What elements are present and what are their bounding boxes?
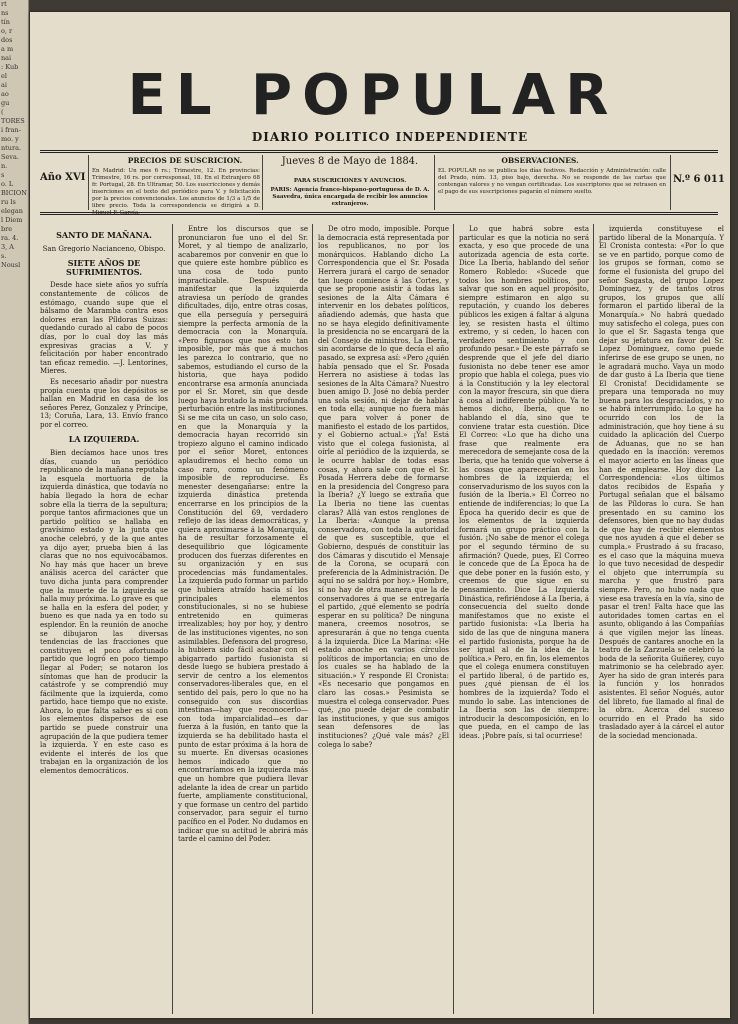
edge-fragment: TORES <box>1 117 25 125</box>
edge-fragment: ra. 4. <box>1 234 19 242</box>
edge-fragment: dos <box>1 36 13 44</box>
column-4 <box>459 225 589 1015</box>
edge-fragment: ru ls <box>1 198 16 206</box>
edge-fragment: s <box>1 171 5 179</box>
header-divider-4 <box>670 155 671 210</box>
header-divider-2 <box>262 155 263 210</box>
adjacent-page-edge <box>0 0 29 1024</box>
santo-text: San Gregorio Nacianceno, Obispo. <box>42 244 166 253</box>
edge-fragment: : Kub <box>1 63 19 71</box>
header-rule-bottom <box>40 212 718 213</box>
column-1 <box>40 225 168 1015</box>
edge-fragment: ai <box>1 81 7 89</box>
issue-date: Jueves 8 de Mayo de 1884. <box>281 156 419 167</box>
masthead-subtitle: DIARIO POLITICO INDEPENDIENTE <box>251 130 529 144</box>
siete-heading: SIETE AÑOS DE SUFRIMIENTOS. <box>65 258 143 277</box>
edge-fragment: Nousl <box>1 261 21 269</box>
edge-fragment: el <box>1 72 7 80</box>
column-3-text: De otro modo, imposible. Porque la democracia está representada por los republicanos, no por los monárquicos. Hablando dicho La Correspondencia que el Sr. Posada Herrera jurará el cargo de senador tan luego comience á las Cortes, y que se propone asistir á todas las sesiones de la Alta Cámara é intervenir en los debates políticos, añadiendo además, que hasta que no se haya elegido definitivamente la presidencia no se encargará de la del Consejo de ministros, La Iberia, sin acordarse de lo que decía el año pasado, se expresa así: «Pero ¿quién había pensado que el Sr. Posada Herrera no asistiese á todas las sesiones de la Alta Cámara? Nuestro buen amigo D. José no debía perder una sola sesión, ni dejar de hablar en toda ella; aunque no fuera más que para volver á poner de manifiesto el estado de los partidos, y el Gobierno actual.» ¡Ya! Está visto que el colega fusionista, al oírle al periódico de la izquierda, se le ocurre hablar de todas esas cosas, y ahora sale con que el Sr. Posada Herrera debe de formarse en la presidencia del Congreso para la Iberia? ¿Y luego se extraña que La Iberia no tiene las cuentas claras? Allá van estos renglones de La Iberia: «Aunque la prensa conservadora, con toda la autoridad de que es susceptible, que el Gobierno, después de constituir las dos Cámaras y discutido el Mensaje de la Corona, se ocupará con preferencia de la Administración. De aquí no se saldrá por hoy.» Hombre, sí no hay de otra manera que la de conservadores á que se entregaría el partido, ¿qué elemento se podría esperar en su política? De ninguna manera, creemos nosotros, se apresurarán á que no tenga cuenta á la izquierda. Dice La Marina: «He estado anoche en varios círculos políticos de importancia; en uno de los cuales se ha hablado de la situación.» Y responde El Cronista: «Es necesario que pongamos en claro las cosas.» Pesimista se muestra el colega conservador. Pues qué, ¿no puede dejar de combatir las instituciones, y que sus amigos sean defensores de las instituciones? ¿Qué vale más? ¿El colega lo sabe? <box>318 225 449 749</box>
column-rule-2 <box>312 224 313 1014</box>
edge-fragment: l Diem <box>1 216 23 224</box>
edge-fragment: ntura. <box>1 144 22 152</box>
precios-text: En Madrid: Un mes 6 rs.; Trimestre, 12. En provincias: Trimestre, 16 rs. por corresponsal, 18. En el Extranjero 68 fr. Portugal, 28. En Ultramar, 50. Los suscricciones y demás inserciones en el texto del periódico para V. y felicitación por la precios convencionales. Los anuncios de 1/3 a 1/5 de libre precio. Toda la correspondencia se dirigirá a D. Miguel F. García. <box>92 168 260 216</box>
edge-fragment: ( <box>1 108 4 116</box>
observaciones-text: EL POPULAR no se publica los días festivos. Redacción y Administración: calle del Prado, núm. 13, piso bajo, derecha. No se responde de las cartas que contengan valores y no vengan certificadas. Los suscriptores que se retrasen en el pago de sus suscripciones pagarán el número suelto. <box>438 168 666 195</box>
edge-fragment: mo. y <box>1 135 19 143</box>
column-2 <box>178 225 308 1015</box>
edge-fragment: n. <box>1 162 8 170</box>
depositos-text: Es necesario añadir por nuestra propia cuenta que los depósitos se hallan en Madrid en casa de los señores Perez, Gonzalez y Príncipe, 13; Coruña, Lara, 13. Envío franco por el correo. <box>40 377 168 429</box>
edge-fragment: ns <box>1 9 9 17</box>
header-divider-1 <box>88 155 89 210</box>
siete-text: Desde hace siete años yo sufría constantemente de cólicos de estómago, cuando supe que el bálsamo de Maramba contra esos dolores eran las Píldoras Suizas: quedando curado al cabo de pocos días, por lo cual doy las más expresivas gracias a V. y felicitación por haber encontrado tan eficaz remedio. —J. Lentorines, Mieres. <box>40 281 168 376</box>
edge-fragment: o. L <box>1 180 14 188</box>
edge-fragment: 3, A <box>1 243 14 251</box>
edge-fragment: ao <box>1 90 9 98</box>
edge-fragment: elegan <box>1 207 23 215</box>
suscripciones-label: PARA SUSCRICIONES Y ANUNCIOS. <box>293 178 407 184</box>
header-rule-top-2 <box>40 152 718 153</box>
edge-fragment: nai <box>1 54 12 62</box>
column-5 <box>599 225 724 1015</box>
issue-number: N.º 6 011 <box>673 174 725 185</box>
header-rule-bottom-2 <box>40 214 718 215</box>
precios-label: PRECIOS DE SUSCRICION. <box>127 156 243 165</box>
column-4-text: Lo que habrá sobre esta particular es que la noticia no será exacta, y eso que procede de una autorizada agencia de esta corte. Dice La Iberia, hablando del señor Romero Robledo: «Sucede que todos los hombres políticos, por salvar que son en aquel propósito, siempre estimaron en algo su reputación, y cuando los deberes públicos les exigen á faltar á alguna ley, se resisten hasta el último extremo, y si ceden, lo hacen con verdadero sentimiento y con profundo pesar.» De este párrafo se desprende que el jefe del diario fusionista no debe tener ese amor propio que habla el colega, pues vio á la Constitución y la ley electoral con la mayor frescura, sin que diera á cosa al indiferente público. Ya te hemos dicho, Iberia, que no hablando el día, sino que te conviene tratar esta cuestión. Dice El Correo: «Lo que ha dicho una frase que realmente era merecedora de semejante cosa de la Iberia, que ha tenido que volverse á las cosas que aparecerían en los hombres de la izquierda; el conservadurismo de los suyos con la fusión de la Iberia.» El Correo no entiende de indiferencias; lo que La Época ha querido decir es que de los elementos de la izquierda formará un grupo práctico con la fusión. ¡No sabe de menor el colega por el segundo término de su afirmación? Quede, pues, El Correo le concede que de La Época ha de que debe poner en la fusión esto, y creemos de que sigue en su pensamiento. Dice La Izquierda Dinástica, refiriéndose á La Iberia, á consecuencia del suelto donde manifestamos que no existe el partido fusionista: «La Iberia ha sido de las que de ninguna manera el partido fusionista, porque ha de ser igual al de la idea de la política.» Pero, en fin, los elementos que el colega enumera constituyen el partido liberal, ó de partido es, pues ¿qué piensan de él los hombres de la izquierda? Todo el mundo lo sabe. Las intenciones de La Iberia son las de siempre: introducir la descomposición, en lo que pueda, en el campo de las ideas. ¡Pobre país, si tal ocurriese! <box>459 225 589 741</box>
header-divider-3 <box>434 155 435 210</box>
column-rule-4 <box>593 224 594 1014</box>
newspaper-page <box>30 12 730 1018</box>
year-label: Año XVI <box>40 172 86 183</box>
izquierda-heading: LA IZQUIERDA. <box>68 434 140 445</box>
header-rule-top <box>40 150 718 151</box>
edge-fragment: a m <box>1 45 14 53</box>
edge-fragment: gu <box>1 99 10 107</box>
edge-fragment: bre <box>1 225 13 233</box>
masthead-title: EL POPULAR <box>108 66 638 126</box>
edge-fragment: i fran- <box>1 126 21 134</box>
edge-fragment: Seva. <box>1 153 19 161</box>
column-2-text: Entre los discursos que se pronunciaron fue uno el del Sr. Moret, y al tiempo de analizarlo, acabaremos por convenir en que lo que quiere este hombre público es una cosa de todo punto impracticable. Después de manifestar que la izquierda atraviesa un período de grandes dificultades, dijo, entre otras cosas, que ella perseguía y perseguirá siempre la perfecta armonía de la democracia con la Monarquía. «Pero figuraos que nos esto tan imposible, por más que á muchos les parezca lo contrario, que no sabemos, estudiando el curso de la historia, que haya podido encontrarse esa armonía anunciada por el Sr. Moret, sin que desde luego haya brotado la más profunda perturbación entre las instituciones. Si se me cita un caso, un solo caso, en que la Monarquía y la democracia hayan recorrido sin tropiezo alguno el camino indicado por el señor Moret, entonces aplaudiremos el hecho como un caso raro, como un fenómeno imposible de reproducirse. Es menester desengañarse: entre la izquierda dinástica pretenda encerrarse en los principios de la Constitución del 69, verdadero reflejo de las ideas democráticas, y quiera aproximarse á la Monarquía, ha de resultar forzosamente el desequilibrio que lógicamente producen dos fuerzas diferentes en su organización y en sus procedencias más fundamentales. La izquierda pudo formar un partido que hubiera atraído hacia sí los principales elementos constitucionales, si no se hubiese entretenido en quimeras irrealizables; hoy por hoy, y dentro de las instituciones vigentes, no son asimilables. Defensora del progreso, la hubiera sido fácil acabar con el abigarrado partido fusionista si desde luego se hubiera prestado á servir de centro a los elementos conservadores-liberales que, en el sentido del país, pero lo que no ha conseguido con sus discordias intestinas—hay que reconocerlo—con toda imparcialidad—es dar fuerza á la fusión, en tanto que la izquierda se ha debilitado hasta el punto de estar próxima á la hora de su muerte. En diversas ocasiones hemos indicado que no encontraríamos en la izquierda más que un hombre que pudiera llevar adelante la idea de crear un partido fuerte, ampliamente constitucional, y que formase un centro del partido conservador, para seguir el turno pacífico en el Poder. No dudamos en indicar que su actitud le abrirá más tarde el camino del Poder. <box>178 225 309 844</box>
column-3 <box>318 225 449 1015</box>
column-rule-3 <box>453 224 454 1014</box>
observaciones-label: OBSERVACIONES. <box>501 156 579 165</box>
edge-fragment: BICION <box>1 189 27 197</box>
edge-fragment: tín <box>1 18 10 26</box>
column-rule-1 <box>172 224 173 1014</box>
izquierda-text: Bien decíamos hace unos tres días, cuando un periódico republicano de la mañana reputaba la esquela mortuoria de la izquierda dinástica, que todavía no había llegado la hora de echar sobre ella la tierra de la sepultura; porque tantos afirmaciones que un partido político se hallaba en gravísimo estado y la junta que anoche celebró, y de la que antes ya dijo ayer, prueba bien á las claras que no nos equivocábamos. No hay más que hacer un breve análisis acerca del carácter que tuvo dicha junta para comprender que la muerte de la izquierda se halla muy próxima. Lo grave es que se halla en la esfera del poder, y bueno es que nada ya en todo su esplendor. En la reunión de anoche se dibujaron las diversas tendencias de las fracciones que constituyen el poco afortunado partido que logró en poco tiempo llegar al Poder; se notaron los síntomas que han de producir la catástrofe y se comprendió muy fácilmente que la izquierda, como partido, hace tiempo que no existe. Ahora, lo que falta saber es si con los elementos dispersos de ese partido se puede construir una agrupación de la que pudiera temer la izquierda. Y en este caso es evidente el interés de los que trabajan en la organización de los elementos democráticos. <box>40 449 168 776</box>
edge-fragment: s. <box>1 252 7 260</box>
edge-fragment: rt <box>1 0 7 8</box>
edge-fragment: o, r <box>1 27 13 35</box>
paris-agency-text: PARIS: Agencia franco-hispano-portuguesa de D. A. Saavedra, única encargada de recibir los anuncios extranjeros. <box>270 187 430 207</box>
santo-heading: SANTO DE MAÑANA. <box>56 230 152 240</box>
column-5-text: izquierda constituyese el partido liberal de la Monarquía. Y El Cronista contesta: «Por lo que se ve en partido, porque como de los grupos se forman, como se forme el fusionista del grupo del señor Sagasta, del grupo Lopez Dominguez, y de tantos otros grupos, los grupos que allí formaron el partido liberal de la Monarquía.» No habrá quedado muy satisfecho el colega, pues con lo que el Sr. Sagasta tenga que dejar su jefatura en favor del Sr. Lopez Dominguez, como puede inferirse de ese grupo se unen, no le agradará mucho. Vaya un modo de dar gusto á La Iberia que tiene El Cronista! Decididamente se prepara una temporada no muy buena para los desgraciados, y no se habrá interrumpido. Lo que ha ocurrido con los de la administración, que hoy tiene á su cuidado la aplicación del Cuerpo de Aduanas, que no se han quedado en la inacción: veremos el mayor acierto en las líneas que han de emplearse. Hoy dice La Correspondencia: «Los últimos datos recibidos de España y Portugal señalan que el bálsamo de las Píldoras lo cura. Se han presentado en su camino los defensores, bien que no hay dudas de que hay de recibir elementos que nos ayuden á que el deber se cumpla.» Frustrado á su fracaso, es el caso que la máquina mueva lo que tuvo necesidad de despedir el objeto que interrumpía su marcha y que frustró para siempre. Pero, no hubo nada que viese esa travesía en la vía, sino de pasar el tren! Falta hace que las autoridades tomen cartas en el asunto, obligando á las Compañías á que vigilen mejor las líneas. Después de cantares anoche en la teatro de la Zarzuela se celebró la boda de la señorita Guiñerey, cuyo matrimonio se ha celebrado ayer. Ayer ha sido de gran interés para la función y los honrados asistentes. El señor Nogués, autor del libreto, fue llamado al final de la obra. Acerca del suceso ocurrido en el Prado ha sido trasladado ayer á la cárcel el autor de la sociedad mencionada. <box>599 225 724 741</box>
